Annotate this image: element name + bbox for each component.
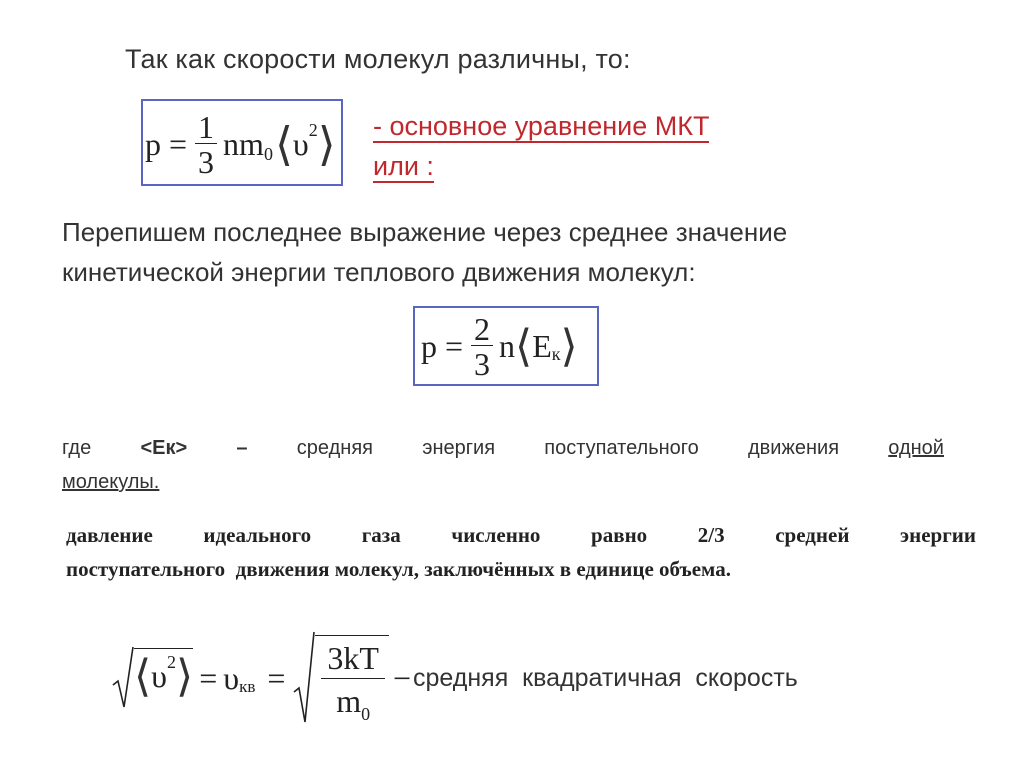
formula-mkt-body: nm: [223, 125, 264, 162]
formula-energy-rangle: ⟩: [560, 320, 578, 372]
stmt-word: идеального: [203, 523, 312, 547]
mkt-label: [373, 106, 709, 146]
stmt-word: давление: [66, 523, 153, 547]
formula-mkt-var: υ: [292, 125, 309, 162]
formula-energy: [421, 309, 578, 383]
formula-rms-rhsvar: υ: [223, 659, 240, 696]
rewrite-paragraph: [62, 212, 787, 292]
formula-rms-eq2: =: [267, 659, 286, 696]
statement-line-1: [66, 518, 976, 552]
formula-rms-den: m: [336, 683, 362, 719]
definition-line-2: молекулы.: [62, 471, 160, 493]
stmt-word: численно: [451, 523, 541, 547]
formula-energy-num: 2: [471, 313, 493, 346]
formula-mkt-eq: =: [169, 125, 188, 162]
def-word: где: [62, 437, 92, 459]
formula-rms-fraction: [321, 640, 385, 724]
def-word: энергия: [422, 437, 496, 459]
rewrite-line-1: Перепишем последнее выражение через среднее значение: [62, 217, 788, 247]
formula-mkt-fraction: [195, 108, 217, 180]
def-word: –: [236, 437, 248, 459]
formula-rms-var: υ: [151, 658, 168, 694]
mkt-label-text: - основное уравнение МКТ: [373, 111, 710, 141]
def-word: <Ек>: [140, 437, 188, 459]
def-word: средняя: [296, 437, 373, 459]
formula-energy-lhs: p: [421, 327, 437, 364]
formula-rms-dash: −: [392, 659, 412, 696]
pressure-statement: [66, 518, 976, 586]
or-label: [373, 146, 434, 186]
formula-mkt: [145, 104, 336, 184]
formula-rms-speed: [112, 630, 798, 726]
stmt-word: энергии: [900, 523, 976, 547]
formula-mkt-lhs: p: [145, 125, 161, 162]
stmt-word: равно: [591, 523, 648, 547]
formula-energy-eq: =: [445, 327, 464, 364]
formula-rms-sup: 2: [167, 652, 177, 672]
formula-rms-close: ⟩: [176, 651, 194, 702]
formula-rms-open: ⟨: [134, 651, 152, 702]
or-label-text: или :: [373, 151, 434, 181]
stmt-word: 2/3: [697, 523, 725, 547]
formula-energy-sub: к: [551, 343, 561, 364]
formula-rms-den-sub: 0: [361, 704, 371, 724]
def-word: поступательного: [544, 437, 699, 459]
def-word-underlined: одной: [888, 437, 944, 459]
sqrt-large-overline: [315, 635, 389, 724]
formula-mkt-den: 3: [198, 143, 215, 180]
definition-line-1: [62, 431, 944, 465]
intro-text: Так как скорости молекул различны, то:: [125, 44, 631, 74]
rms-speed-label: средняя квадратичная скорость: [413, 663, 798, 692]
stmt-word: газа: [361, 523, 401, 547]
stmt-word: средней: [775, 523, 850, 547]
formula-energy-langle: ⟨: [515, 320, 533, 372]
formula-energy-den: 3: [474, 345, 491, 382]
rewrite-line-2: кинетической энергии теплового движения молекул:: [62, 257, 696, 287]
formula-energy-fraction: [471, 310, 493, 382]
def-word: движения: [748, 437, 840, 459]
sqrt-sign-large-icon: [293, 630, 315, 726]
formula-mkt-sup: 2: [308, 119, 318, 140]
sqrt-overline: [134, 648, 193, 702]
formula-rms-rhssub: кв: [239, 677, 256, 696]
definition-block: [62, 431, 944, 499]
formula-energy-body: n: [499, 327, 516, 364]
statement-line-2: поступательного движения молекул, заключённых в единице объема.: [66, 557, 731, 581]
formula-mkt-sub: 0: [263, 143, 273, 164]
formula-mkt-langle: ⟨: [274, 117, 293, 171]
formula-mkt-num: 1: [195, 111, 217, 144]
formula-rms-eq1: =: [199, 659, 218, 696]
formula-rms-den-wrap: [336, 679, 371, 724]
formula-mkt-rangle: ⟩: [317, 117, 336, 171]
formula-energy-var: E: [532, 327, 552, 364]
sqrt-sign-icon: [112, 645, 134, 711]
formula-rms-num: 3kT: [321, 642, 385, 679]
